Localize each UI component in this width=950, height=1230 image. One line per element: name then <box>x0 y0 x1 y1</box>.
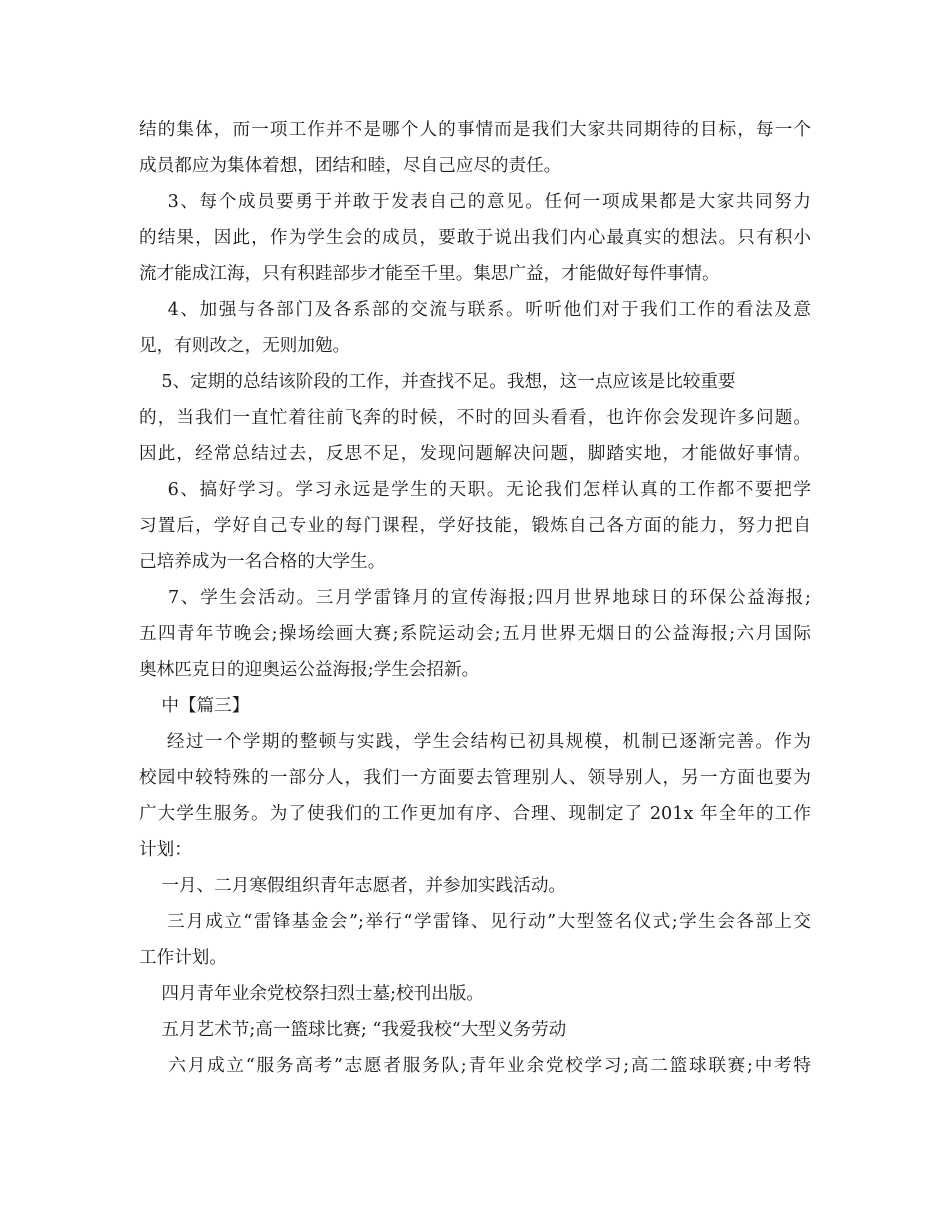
text-line: 6、搞好学习。学习永远是学生的天职。无论我们怎样认真的工作都不要把学 <box>139 480 811 500</box>
text-line: 的结果，因此，作为学生会的成员，要敢于说出我们内心最真实的想法。只有积小 <box>139 228 811 248</box>
text-line: 流才能成江海，只有积跬部步才能至千里。集思广益，才能做好每件事情。 <box>139 264 720 284</box>
text-line: 五月艺术节;高一篮球比赛; “我爱我校“大型义务劳动 <box>139 1020 567 1040</box>
section-heading: 中【篇三】 <box>139 696 250 716</box>
text-line: 广大学生服务。为了使我们的工作更加有序、合理、现制定了 201x 年全年的工作 <box>139 804 811 824</box>
text-line: 7、学生会活动。三月学雷锋月的宣传海报;四月世界地球日的环保公益海报; <box>139 588 811 608</box>
document-body <box>139 112 811 1084</box>
text-line: 3、每个成员要勇于并敢于发表自己的意见。任何一项成果都是大家共同努力 <box>139 192 811 212</box>
text-line: 五四青年节晚会;操场绘画大赛;系院运动会;五月世界无烟日的公益海报;六月国际 <box>139 624 811 644</box>
text-line: 一月、二月寒假组织青年志愿者，并参加实践活动。 <box>139 876 567 896</box>
text-line: 三月成立“雷锋基金会”;举行“学雷锋、见行动”大型签名仪式;学生会各部上交 <box>139 912 811 932</box>
text-line: 经过一个学期的整顿与实践，学生会结构已初具规模，机制已逐渐完善。作为 <box>139 732 811 752</box>
text-line: 己培养成为一名合格的大学生。 <box>139 552 386 572</box>
text-line: 奥林匹克日的迎奥运公益海报;学生会招新。 <box>139 660 480 680</box>
text-line: 的，当我们一直忙着往前飞奔的时候，不时的回头看看，也许你会发现许多问题。 <box>139 408 811 428</box>
text-line: 4、加强与各部门及各系部的交流与联系。听听他们对于我们工作的看法及意 <box>139 300 811 320</box>
text-line: 5、定期的总结该阶段的工作，并查找不足。我想，这一点应该是比较重要 <box>139 372 736 392</box>
text-line: 习置后，学好自己专业的每门课程，学好技能，锻炼自己各方面的能力，努力把自 <box>139 516 811 536</box>
text-line: 工作计划。 <box>139 948 227 968</box>
text-line: 六月成立“服务高考”志愿者服务队;青年业余党校学习;高二篮球联赛;中考特 <box>139 1056 811 1076</box>
text-line: 四月青年业余党校祭扫烈士墓;校刊出版。 <box>139 984 484 1004</box>
text-line: 计划： <box>139 840 192 860</box>
text-line: 成员都应为集体着想，团结和睦，尽自己应尽的责任。 <box>139 156 562 176</box>
text-line: 结的集体，而一项工作并不是哪个人的事情而是我们大家共同期待的目标，每一个 <box>139 120 811 140</box>
text-line: 校园中较特殊的一部分人，我们一方面要去管理别人、领导别人，另一方面也要为 <box>139 768 811 788</box>
text-line: 见，有则改之，无则加勉。 <box>139 336 351 356</box>
text-line: 因此，经常总结过去，反思不足，发现问题解决问题，脚踏实地，才能做好事情。 <box>139 444 811 464</box>
